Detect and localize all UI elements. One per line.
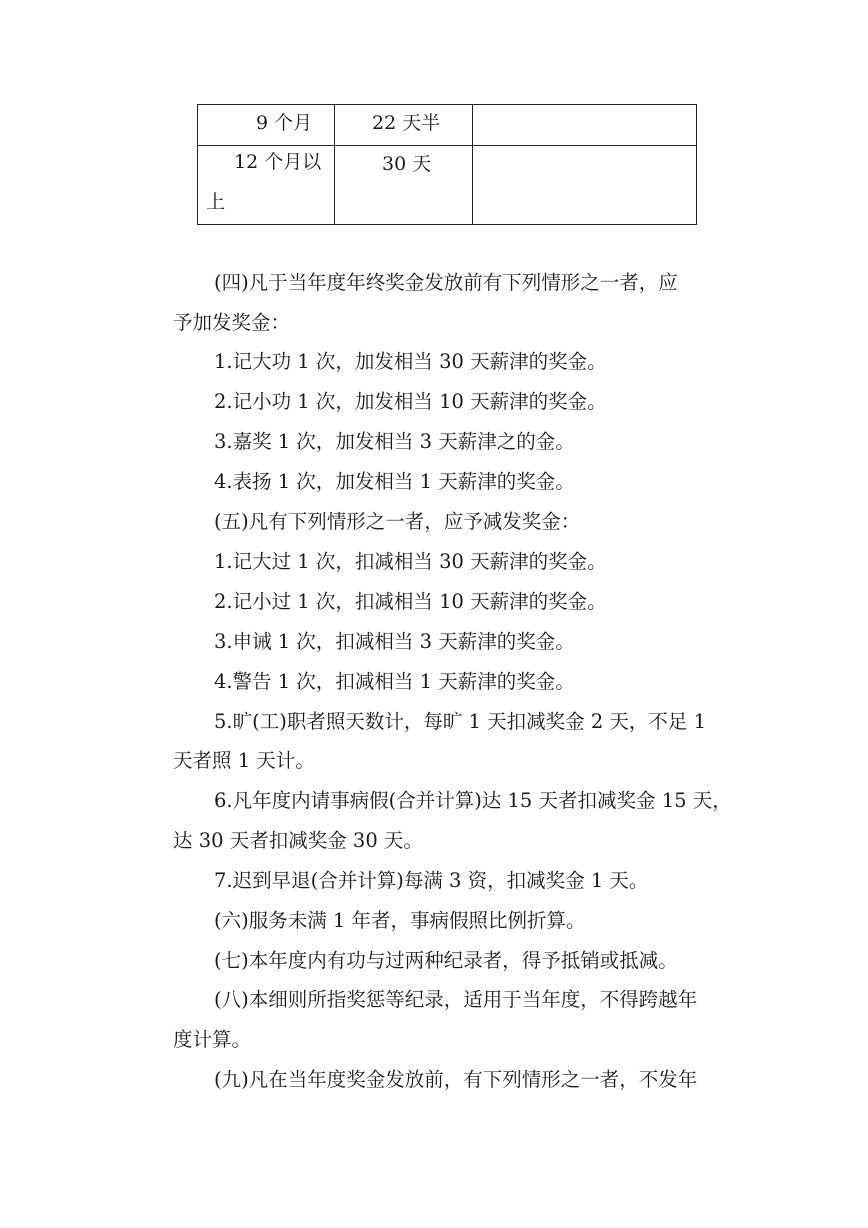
section5-item-1: 1.记大过 1 次，扣减相当 30 天薪津的奖金。 [214, 550, 607, 573]
section9-line1: (九)凡在当年度奖金发放前，有下列情形之一者，不发年 [214, 1068, 698, 1091]
section5-item-2: 2.记小过 1 次，扣减相当 10 天薪津的奖金。 [214, 590, 607, 613]
section5-item-5-line2: 天者照 1 天计。 [173, 749, 315, 772]
table-row [198, 146, 697, 225]
table-cell-days [335, 146, 473, 225]
note-text [473, 105, 696, 111]
note-text [473, 146, 696, 152]
period-text: 12 个月以上 [206, 151, 322, 213]
table-row [198, 105, 697, 146]
bonus-days-table [197, 104, 697, 225]
section8-line1: (八)本细则所指奖惩等纪录，适用于当年度，不得跨越年 [214, 988, 698, 1011]
table-cell-days [335, 105, 473, 146]
section4-heading-line2: 予加发奖金： [173, 311, 291, 334]
days-text: 22 天半 [372, 112, 441, 134]
section5-item-6-line2: 达 30 天者扣减奖金 30 天。 [173, 829, 423, 852]
section4-item-1: 1.记大功 1 次，加发相当 30 天薪津的奖金。 [214, 350, 607, 373]
section4-item-3: 3.嘉奖 1 次，加发相当 3 天薪津之的金。 [214, 430, 575, 453]
section8-line2: 度计算。 [173, 1028, 252, 1051]
table-cell-period [198, 105, 335, 146]
section5-item-5-line1: 5.旷(工)职者照天数计，每旷 1 天扣减奖金 2 天，不足 1 [214, 710, 707, 733]
section5-item-4: 4.警告 1 次，扣减相当 1 天薪津的奖金。 [214, 670, 575, 693]
period-text: 9 个月 [256, 112, 313, 134]
section5-heading: (五)凡有下列情形之一者，应予减发奖金： [214, 510, 581, 533]
section4-item-2: 2.记小功 1 次，加发相当 10 天薪津的奖金。 [214, 390, 607, 413]
section5-item-3: 3.申诫 1 次，扣减相当 3 天薪津的奖金。 [214, 630, 575, 653]
section5-item-6-line1: 6.凡年度内请事病假(合并计算)达 15 天者扣减奖金 15 天， [214, 789, 732, 812]
days-text: 30 天 [382, 153, 432, 175]
section4-heading-line1: (四)凡于当年度年终奖金发放前有下列情形之一者，应 [214, 271, 678, 294]
section5-item-7: 7.迟到早退(合并计算)每满 3 资，扣减奖金 1 天。 [214, 869, 649, 892]
table-cell-note [473, 105, 697, 146]
section6-text: (六)服务未满 1 年者，事病假照比例折算。 [214, 909, 586, 932]
table-cell-period [198, 146, 335, 225]
section7-text: (七)本年度内有功与过两种纪录者，得予抵销或抵减。 [214, 949, 678, 972]
section4-item-4: 4.表扬 1 次，加发相当 1 天薪津的奖金。 [214, 470, 575, 493]
table-cell-note [473, 146, 697, 225]
